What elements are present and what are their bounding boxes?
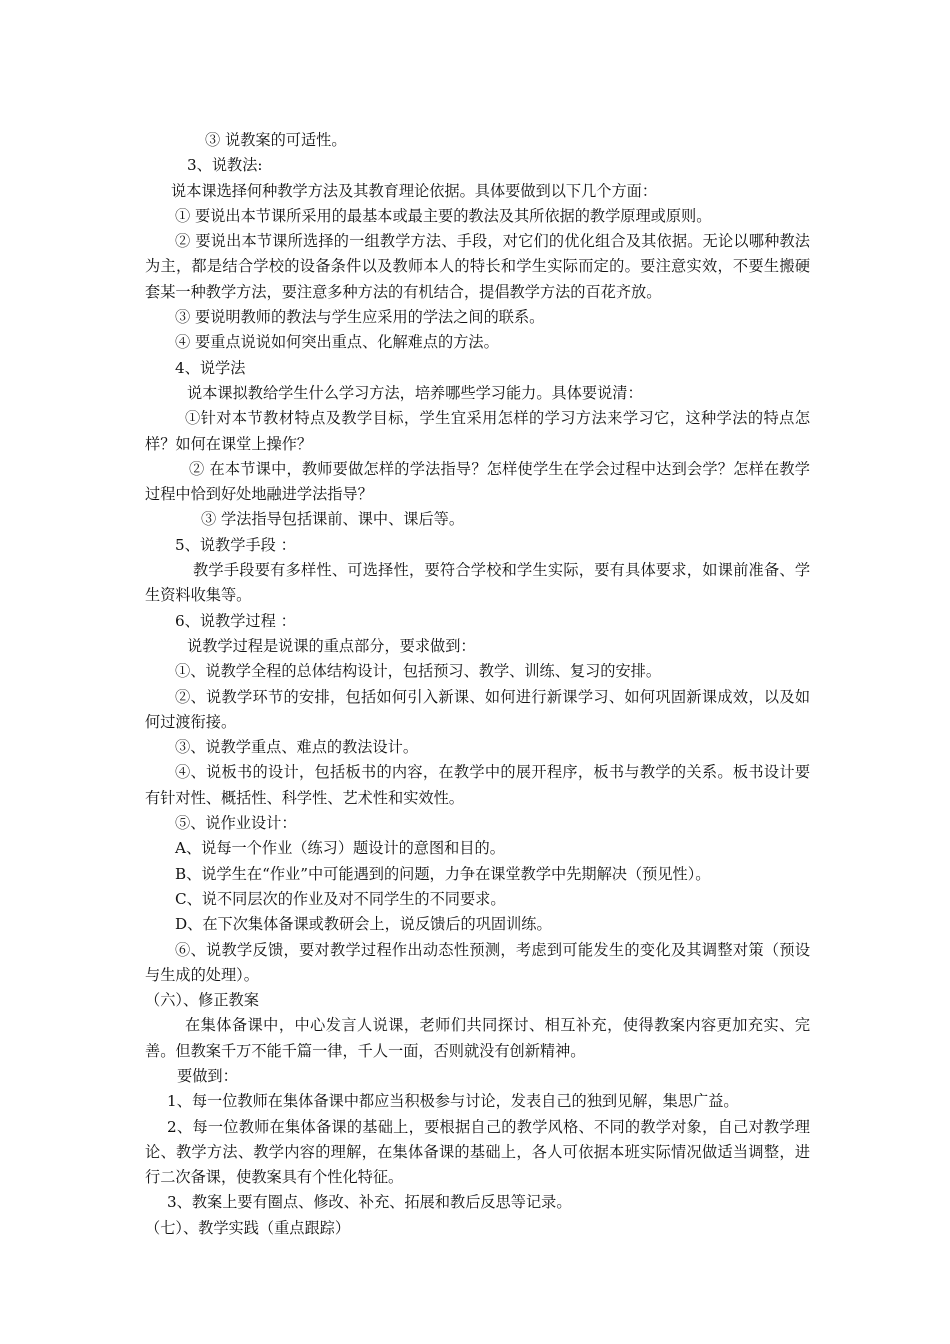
section-heading: （六）、修正教案: [145, 991, 259, 1010]
text-line: A、说每一个作业（练习）题设计的意图和目的。: [175, 839, 505, 858]
text-line: ③ 说教案的可适性。: [205, 131, 347, 149]
text-line: B、说学生在“作业”中可能遇到的问题，力争在课堂教学中先期解决（预见性）。: [175, 864, 711, 883]
text-line: ⑤、说作业设计：: [175, 814, 297, 833]
section-heading: 4、说学法: [175, 358, 246, 377]
text-line: ③ 学法指导包括课前、课中、课后等。: [201, 510, 465, 529]
text-line: ① 要说出本节课所采用的最基本或最主要的教法及其所依据的教学原理或原则。: [175, 206, 712, 225]
text-line: 要做到：: [177, 1066, 238, 1085]
document-body: [145, 128, 810, 1241]
paragraph: ⑥、说教学反馈，要对教学过程作出动态性预测，考虑到可能发生的变化及其调整对策（预设与生成的处理）。: [145, 940, 810, 984]
paragraph: 在集体备课中，中心发言人说课，老师们共同探讨、相互补充，使得教案内容更加充实、完善。但教案千万不能千篇一律，千人一面，否则就没有创新精神。: [145, 1016, 810, 1060]
paragraph: ②、说教学环节的安排，包括如何引入新课、如何进行新课学习、如何巩固新课成效，以及如何过渡衔接。: [145, 687, 810, 731]
section-heading: 6、说教学过程 ：: [175, 611, 296, 630]
paragraph: ② 在本节课中，教师要做怎样的学法指导？怎样使学生在学会过程中达到会学？怎样在教学过程中恰到好处地融进学法指导？: [145, 459, 810, 504]
section-heading: 5、说教学手段 ：: [175, 535, 296, 554]
paragraph: 2、每一位教师在集体备课的基础上，要根据自己的教学风格、不同的教学对象，自己对教学理论、教学方法、教学内容的理解，在集体备课的基础上，各人可依据本班实际情况做适当调整，进行二次备课，使教案具有个性化特征。: [145, 1117, 810, 1187]
text-line: 3、教案上要有圈点、修改、补充、拓展和教后反思等记录。: [167, 1193, 572, 1212]
section-heading: （七）、教学实践（重点跟踪）: [145, 1218, 351, 1237]
text-line: C、说不同层次的作业及对不同学生的不同要求。: [175, 889, 506, 908]
paragraph: ② 要说出本节课所选择的一组教学方法、手段，对它们的优化组合及其依据。无论以哪种教法为主，都是结合学校的设备条件以及教师本人的特长和学生实际而定的。要注意实效，不要生搬硬套某一种教学方法，要注意多种方法的有机结合，提倡教学方法的百花齐放。: [145, 232, 810, 301]
text-line: 1、每一位教师在集体备课中都应当积极参与讨论，发表自己的独到见解，集思广益。: [167, 1092, 739, 1111]
text-line: ③ 要说明教师的教法与学生应采用的学法之间的联系。: [175, 308, 545, 327]
text-line: 说本课选择何种教学方法及其教育理论依据。具体要做到以下几个方面：: [171, 181, 657, 200]
section-heading: 3、说教法:: [187, 156, 263, 175]
paragraph: 教学手段要有多样性、可选择性，要符合学校和学生实际，要有具体要求，如课前准备、学生资料收集等。: [145, 561, 810, 605]
text-line: 说教学过程是说课的重点部分，要求做到：: [187, 636, 476, 655]
text-line: 说本课拟教给学生什么学习方法，培养哪些学习能力。具体要说清：: [187, 383, 643, 402]
text-line: ①、说教学全程的总体结构设计，包括预习、教学、训练、复习的安排。: [175, 662, 661, 681]
text-line: ③、说教学重点、难点的教法设计。: [175, 738, 418, 757]
text-line: ④ 要重点说说如何突出重点、化解难点的方法。: [175, 333, 499, 352]
paragraph: ④、说板书的设计，包括板书的内容，在教学中的展开程序，板书与教学的关系。板书设计要有针对性、概括性、科学性、艺术性和实效性。: [145, 763, 810, 807]
text-line: D、在下次集体备课或教研会上，说反馈后的巩固训练。: [175, 915, 552, 934]
paragraph: ①针对本节教材特点及教学目标，学生宜采用怎样的学习方法来学习它，这种学法的特点怎样？如何在课堂上操作？: [145, 409, 810, 453]
